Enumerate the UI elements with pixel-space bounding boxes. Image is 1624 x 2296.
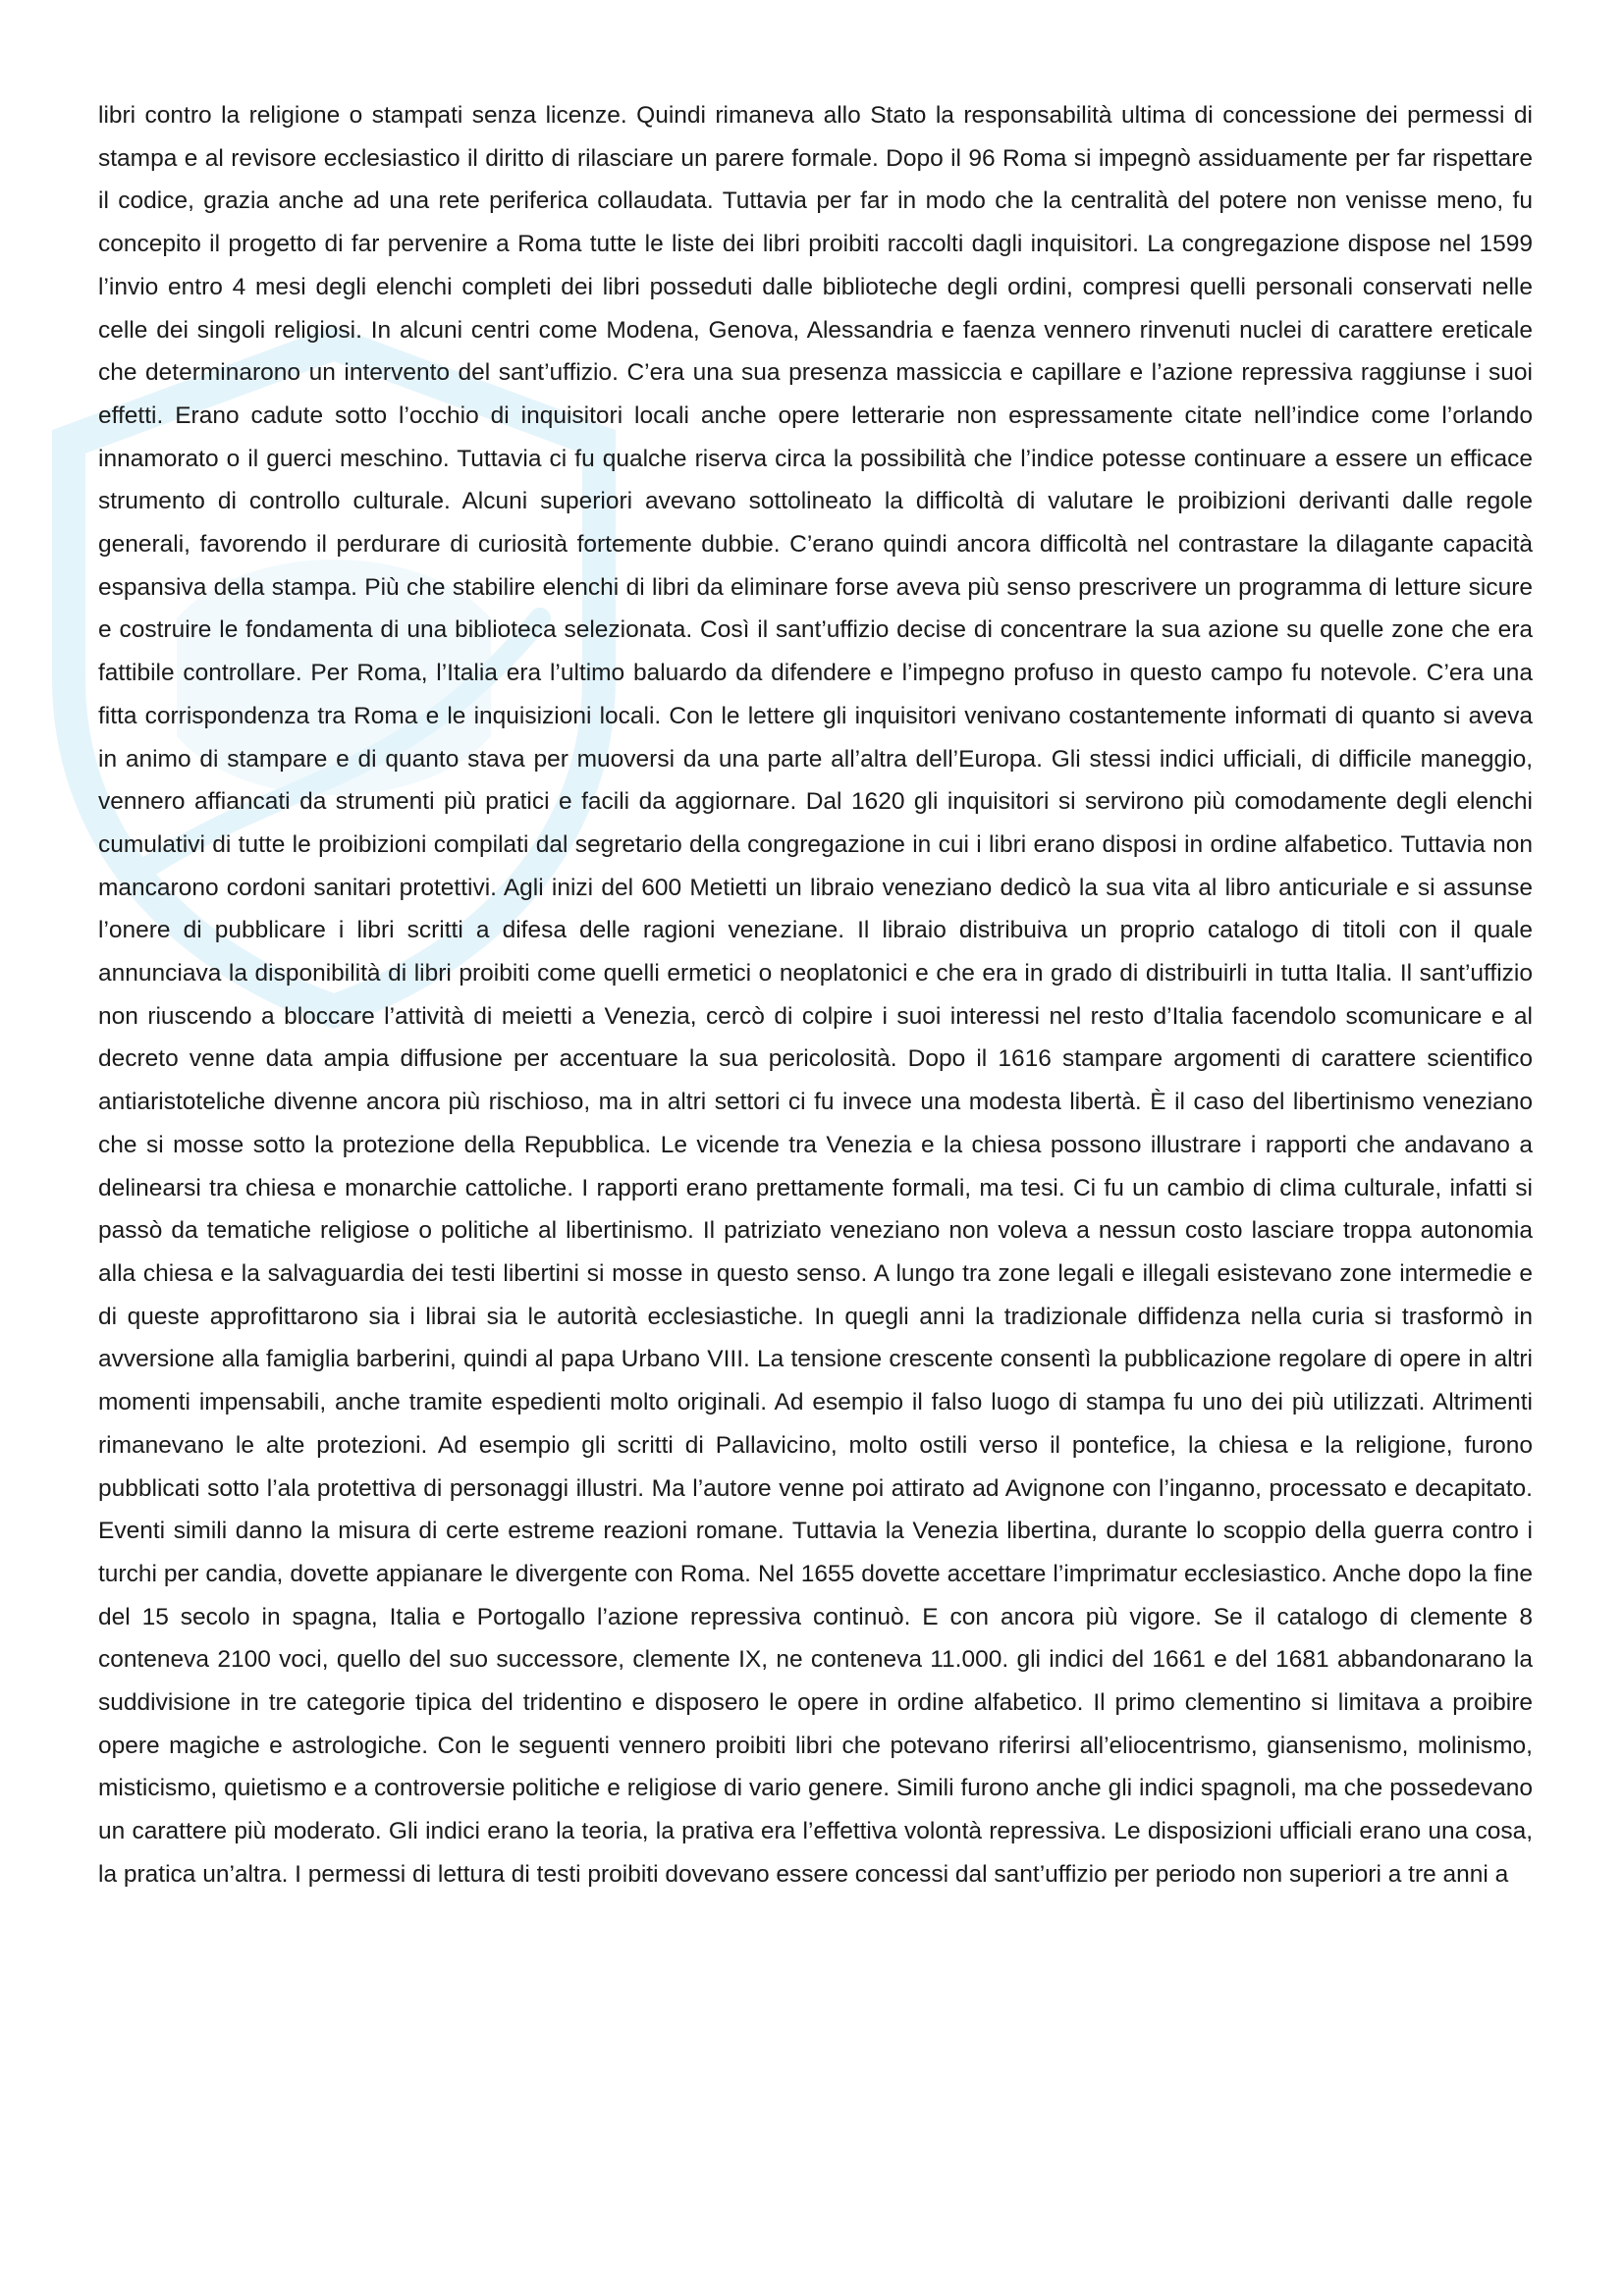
document-body [98, 94, 1533, 1896]
body-paragraph: libri contro la religione o stampati senza licenze. Quindi rimaneva allo Stato la responsabilità ultima di concessione dei permessi di stampa e al revisore ecclesiastico il diritto di rilasciare un parere formale. Dopo il 96 Roma si impegnò assiduamente per far rispettare il codice, grazia anche ad una rete periferica collaudata. Tuttavia per far in modo che la centralità del potere non venisse meno, fu concepito il progetto di far pervenire a Roma tutte le liste dei libri proibiti raccolti dagli inquisitori. La congregazione dispose nel 1599 l’invio entro 4 mesi degli elenchi completi dei libri posseduti dalle biblioteche degli ordini, compresi quelli personali conservati nelle celle dei singoli religiosi. In alcuni centri come Modena, Genova, Alessandria e faenza vennero rinvenuti nuclei di carattere ereticale che determinarono un intervento del sant’uffizio. C’era una sua presenza massiccia e capillare e l’azione repressiva raggiunse i suoi effetti. Erano cadute sotto l’occhio di inquisitori locali anche opere letterarie non espressamente citate nell’indice come l’orlando innamorato o il guerci meschino. Tuttavia ci fu qualche riserva circa la possibilità che l’indice potesse continuare a essere un efficace strumento di controllo culturale. Alcuni superiori avevano sottolineato la difficoltà di valutare le proibizioni derivanti dalle regole generali, favorendo il perdurare di curiosità fortemente dubbie. C’erano quindi ancora difficoltà nel contrastare la dilagante capacità espansiva della stampa. Più che stabilire elenchi di libri da eliminare forse aveva più senso prescrivere un programma di letture sicure e costruire le fondamenta di una biblioteca selezionata. Così il sant’uffizio decise di concentrare la sua azione su quelle zone che era fattibile controllare. Per Roma, l’Italia era l’ultimo baluardo da difendere e l’impegno profuso in questo campo fu notevole. C’era una fitta corrispondenza tra Roma e le inquisizioni locali. Con le lettere gli inquisitori venivano costantemente informati di quanto si aveva in animo di stampare e di quanto stava per muoversi da una parte all’altra dell’Europa. Gli stessi indici ufficiali, di difficile maneggio, vennero affiancati da strumenti più pratici e facili da aggiornare. Dal 1620 gli inquisitori si servirono più comodamente degli elenchi cumulativi di tutte le proibizioni compilati dal segretario della congregazione in cui i libri erano disposi in ordine alfabetico. Tuttavia non mancarono cordoni sanitari protettivi. Agli inizi del 600 Metietti un libraio veneziano dedicò la sua vita al libro anticuriale e si assunse l’onere di pubblicare i libri scritti a difesa delle ragioni veneziane. Il libraio distribuiva un proprio catalogo di titoli con il quale annunciava la disponibilità di libri proibiti come quelli ermetici o neoplatonici e che era in grado di distribuirli in tutta Italia. Il sant’uffizio non riuscendo a bloccare l’attività di meietti a Venezia, cercò di colpire i suoi interessi nel resto d’Italia facendolo scomunicare e al decreto venne data ampia diffusione per accentuare la sua pericolosità. Dopo il 1616 stampare argomenti di carattere scientifico antiaristoteliche divenne ancora più rischioso, ma in altri settori ci fu invece una modesta libertà. È il caso del libertinismo veneziano che si mosse sotto la protezione della Repubblica. Le vicende tra Venezia e la chiesa possono illustrare i rapporti che andavano a delinearsi tra chiesa e monarchie cattoliche. I rapporti erano prettamente formali, ma tesi. Ci fu un cambio di clima culturale, infatti si passò da tematiche religiose o politiche al libertinismo. Il patriziato veneziano non voleva a nessun costo lasciare troppa autonomia alla chiesa e la salvaguardia dei testi libertini si mosse in questo senso. A lungo tra zone legali e illegali esistevano zone intermedie e di queste approfittarono sia i librai sia le autorità ecclesiastiche. In quegli anni la tradizionale diffidenza nella curia si trasformò in avversione alla famiglia barberini, quindi al papa Urbano VIII. La tensione crescente consentì la pubblicazione regolare di opere in altri momenti impensabili, anche tramite espedienti molto originali. Ad esempio il falso luogo di stampa fu uno dei più utilizzati. Altrimenti rimanevano le alte protezioni. Ad esempio gli scritti di Pallavicino, molto ostili verso il pontefice, la chiesa e la religione, furono pubblicati sotto l’ala protettiva di personaggi illustri. Ma l’autore venne poi attirato ad Avignone con l’inganno, processato e decapitato. Eventi simili danno la misura di certe estreme reazioni romane. Tuttavia la Venezia libertina, durante lo scoppio della guerra contro i turchi per candia, dovette appianare le divergente con Roma. Nel 1655 dovette accettare l’imprimatur ecclesiastico. Anche dopo la fine del 15 secolo in spagna, Italia e Portogallo l’azione repressiva continuò. E con ancora più vigore. Se il catalogo di clemente 8 conteneva 2100 voci, quello del suo successore, clemente IX, ne conteneva 11.000. gli indici del 1661 e del 1681 abbandonarano la suddivisione in tre categorie tipica del tridentino e disposero le opere in ordine alfabetico. Il primo clementino si limitava a proibire opere magiche e astrologiche. Con le seguenti vennero proibiti libri che potevano riferirsi all’eliocentrismo, giansenismo, molinismo, misticismo, quietismo e a controversie politiche e religiose di vario genere. Simili furono anche gli indici spagnoli, ma che possedevano un carattere più moderato. Gli indici erano la teoria, la prativa era l’effettiva volontà repressiva. Le disposizioni ufficiali erano una cosa, la pratica un’altra. I permessi di lettura di testi proibiti dovevano essere concessi dal sant’uffizio per periodo non superiori a tre anni a [98, 102, 1533, 1888]
